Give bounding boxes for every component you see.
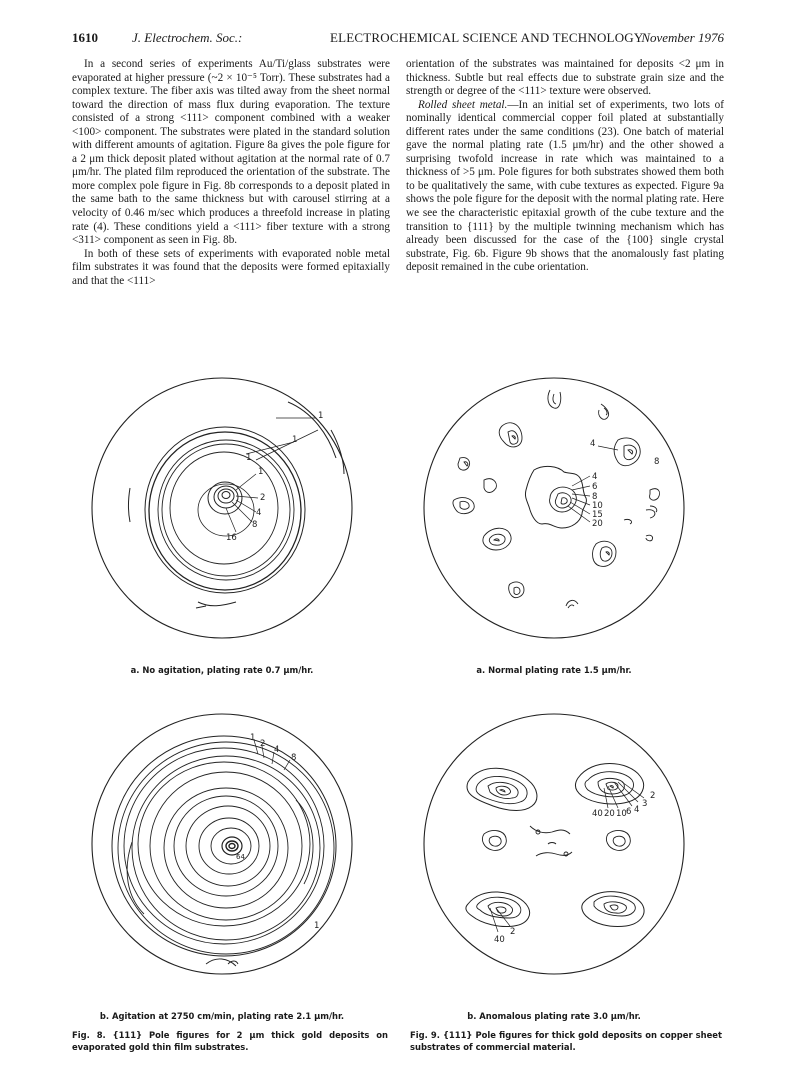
contour-label: 4 — [274, 745, 280, 755]
pole-figure-8b — [86, 694, 358, 1004]
contour-label: 3 — [642, 799, 648, 809]
figure-9-caption: Fig. 9. {111} Pole figures for thick gold deposits on copper sheet substrates of commercial material. — [410, 1030, 722, 1052]
contour-label: 6 — [626, 807, 632, 817]
contour-label: 40 — [494, 935, 505, 945]
contour-label: 10 — [592, 501, 603, 511]
contour-label: 20 — [604, 809, 615, 819]
figure-8-caption: Fig. 8. {111} Pole figures for 2 μm thick gold deposits on evaporated gold thin film substrates. — [72, 1030, 388, 1052]
contour-label: 1 — [292, 435, 298, 445]
figure-caption-9b: b. Anomalous plating rate 3.0 μm/hr. — [467, 1011, 641, 1021]
left-column — [72, 58, 390, 288]
contour-label: 8 — [252, 520, 258, 530]
contour-label: 4 — [592, 472, 598, 482]
contour-label: 16 — [226, 533, 237, 543]
contour-label: 64 — [236, 853, 245, 861]
paragraph: In a second series of experiments Au/Ti/glass substrates were evaporated at higher pressure (~2 × 10⁻⁵ Torr). These substrates had a complex texture. The fiber axis was tilted away from the sheet normal toward the direction of mass flux during evaporation. The texture consisted of a strong <111> component combined with a weaker <100> component. The substrates were plated in the standard solution with different amounts of agitation. Figure 8a gives the pole figure for a 2 μm thick deposit plated without agitation at the normal rate of 0.7 μm/hr. The plated film reproduced the orientation of the substrate. The more complex pole figure in Fig. 8b corresponds to a deposit plated in the same bath to the same thickness but with carousel stirring at a velocity of 0.46 m/sec which produces a threefold increase in plating rate (4). These conditions yield a <111> fiber texture with a strong <311> component as seen in Fig. 8b. — [72, 58, 390, 247]
contour-label: 6 — [592, 482, 598, 492]
contour-label: 40 — [592, 809, 603, 819]
journal-abbrev: J. Electrochem. Soc.: — [132, 30, 243, 45]
pole-figure-9a — [418, 350, 690, 660]
contour-label: 1 — [314, 921, 320, 931]
page-number: 1610 — [72, 30, 98, 45]
paragraph: orientation of the substrates was maintained for deposits <2 μm in thickness. Subtle but real effects due to substrate grain size and the strength or degree of the <111> texture were observed. — [406, 58, 724, 98]
contour-label: 2 — [510, 927, 516, 937]
contour-label: 2 — [260, 493, 266, 503]
figure-caption-8a: a. No agitation, plating rate 0.7 μm/hr. — [130, 665, 314, 675]
contour-label: 8 — [291, 753, 297, 763]
pole-figure-8a — [86, 350, 358, 660]
pole-figure-9b — [418, 694, 690, 1004]
paragraph-body: —In an initial set of experiments, two lots of nominally identical commercial copper foil plated at substantially different rates under the same conditions (23). One batch of material gave the normal plating rate (1.5 μm/hr) and the other showed a surprising twofold increase in rate which was maintained to a thickness of >5 μm. Pole figures for both substrates showed them both to be qualitatively the same, with cube textures as expected. Figure 9a shows the pole figure for the deposit with the normal plating rate. Here we see the characteristic epitaxial growth of the cube texture and the transition to {111} by the multiple twinning mechanism which has already been discussed for the case of the {100} single crystal substrate, Fig. 6b. Figure 9b shows that the anomalously fast plating deposit remained in the cube orientation. — [406, 98, 724, 274]
contour-label: 1 — [246, 453, 252, 463]
figure-caption-9a: a. Normal plating rate 1.5 μm/hr. — [476, 665, 632, 675]
contour-label: 1 — [318, 411, 324, 421]
contour-label: 10 — [616, 809, 627, 819]
contour-label: 1 — [258, 467, 264, 477]
section-heading: Rolled sheet metal. — [418, 98, 508, 111]
paragraph — [406, 99, 724, 275]
contour-label: 15 — [592, 510, 603, 520]
contour-label: 4 — [256, 508, 262, 518]
paragraph: In both of these sets of experiments with evaporated noble metal film substrates it was found that the deposits were formed epitaxially and that the <111> — [72, 247, 390, 287]
contour-label: 1 — [250, 733, 256, 743]
contour-label: 4 — [634, 805, 640, 815]
contour-label: 2 — [260, 739, 266, 749]
issue-date: November 1976 — [641, 30, 724, 45]
right-column — [406, 58, 724, 275]
figure-caption-8b: b. Agitation at 2750 cm/min, plating rate 2.1 μm/hr. — [99, 1011, 345, 1021]
contour-label: 8 — [592, 492, 598, 502]
running-header — [72, 30, 724, 48]
contour-label: 8 — [654, 457, 660, 467]
contour-label: 4 — [590, 439, 596, 449]
journal-section: ELECTROCHEMICAL SCIENCE AND TECHNOLOGY — [330, 30, 644, 45]
contour-label: 2 — [650, 791, 656, 801]
contour-label: 20 — [592, 519, 603, 529]
